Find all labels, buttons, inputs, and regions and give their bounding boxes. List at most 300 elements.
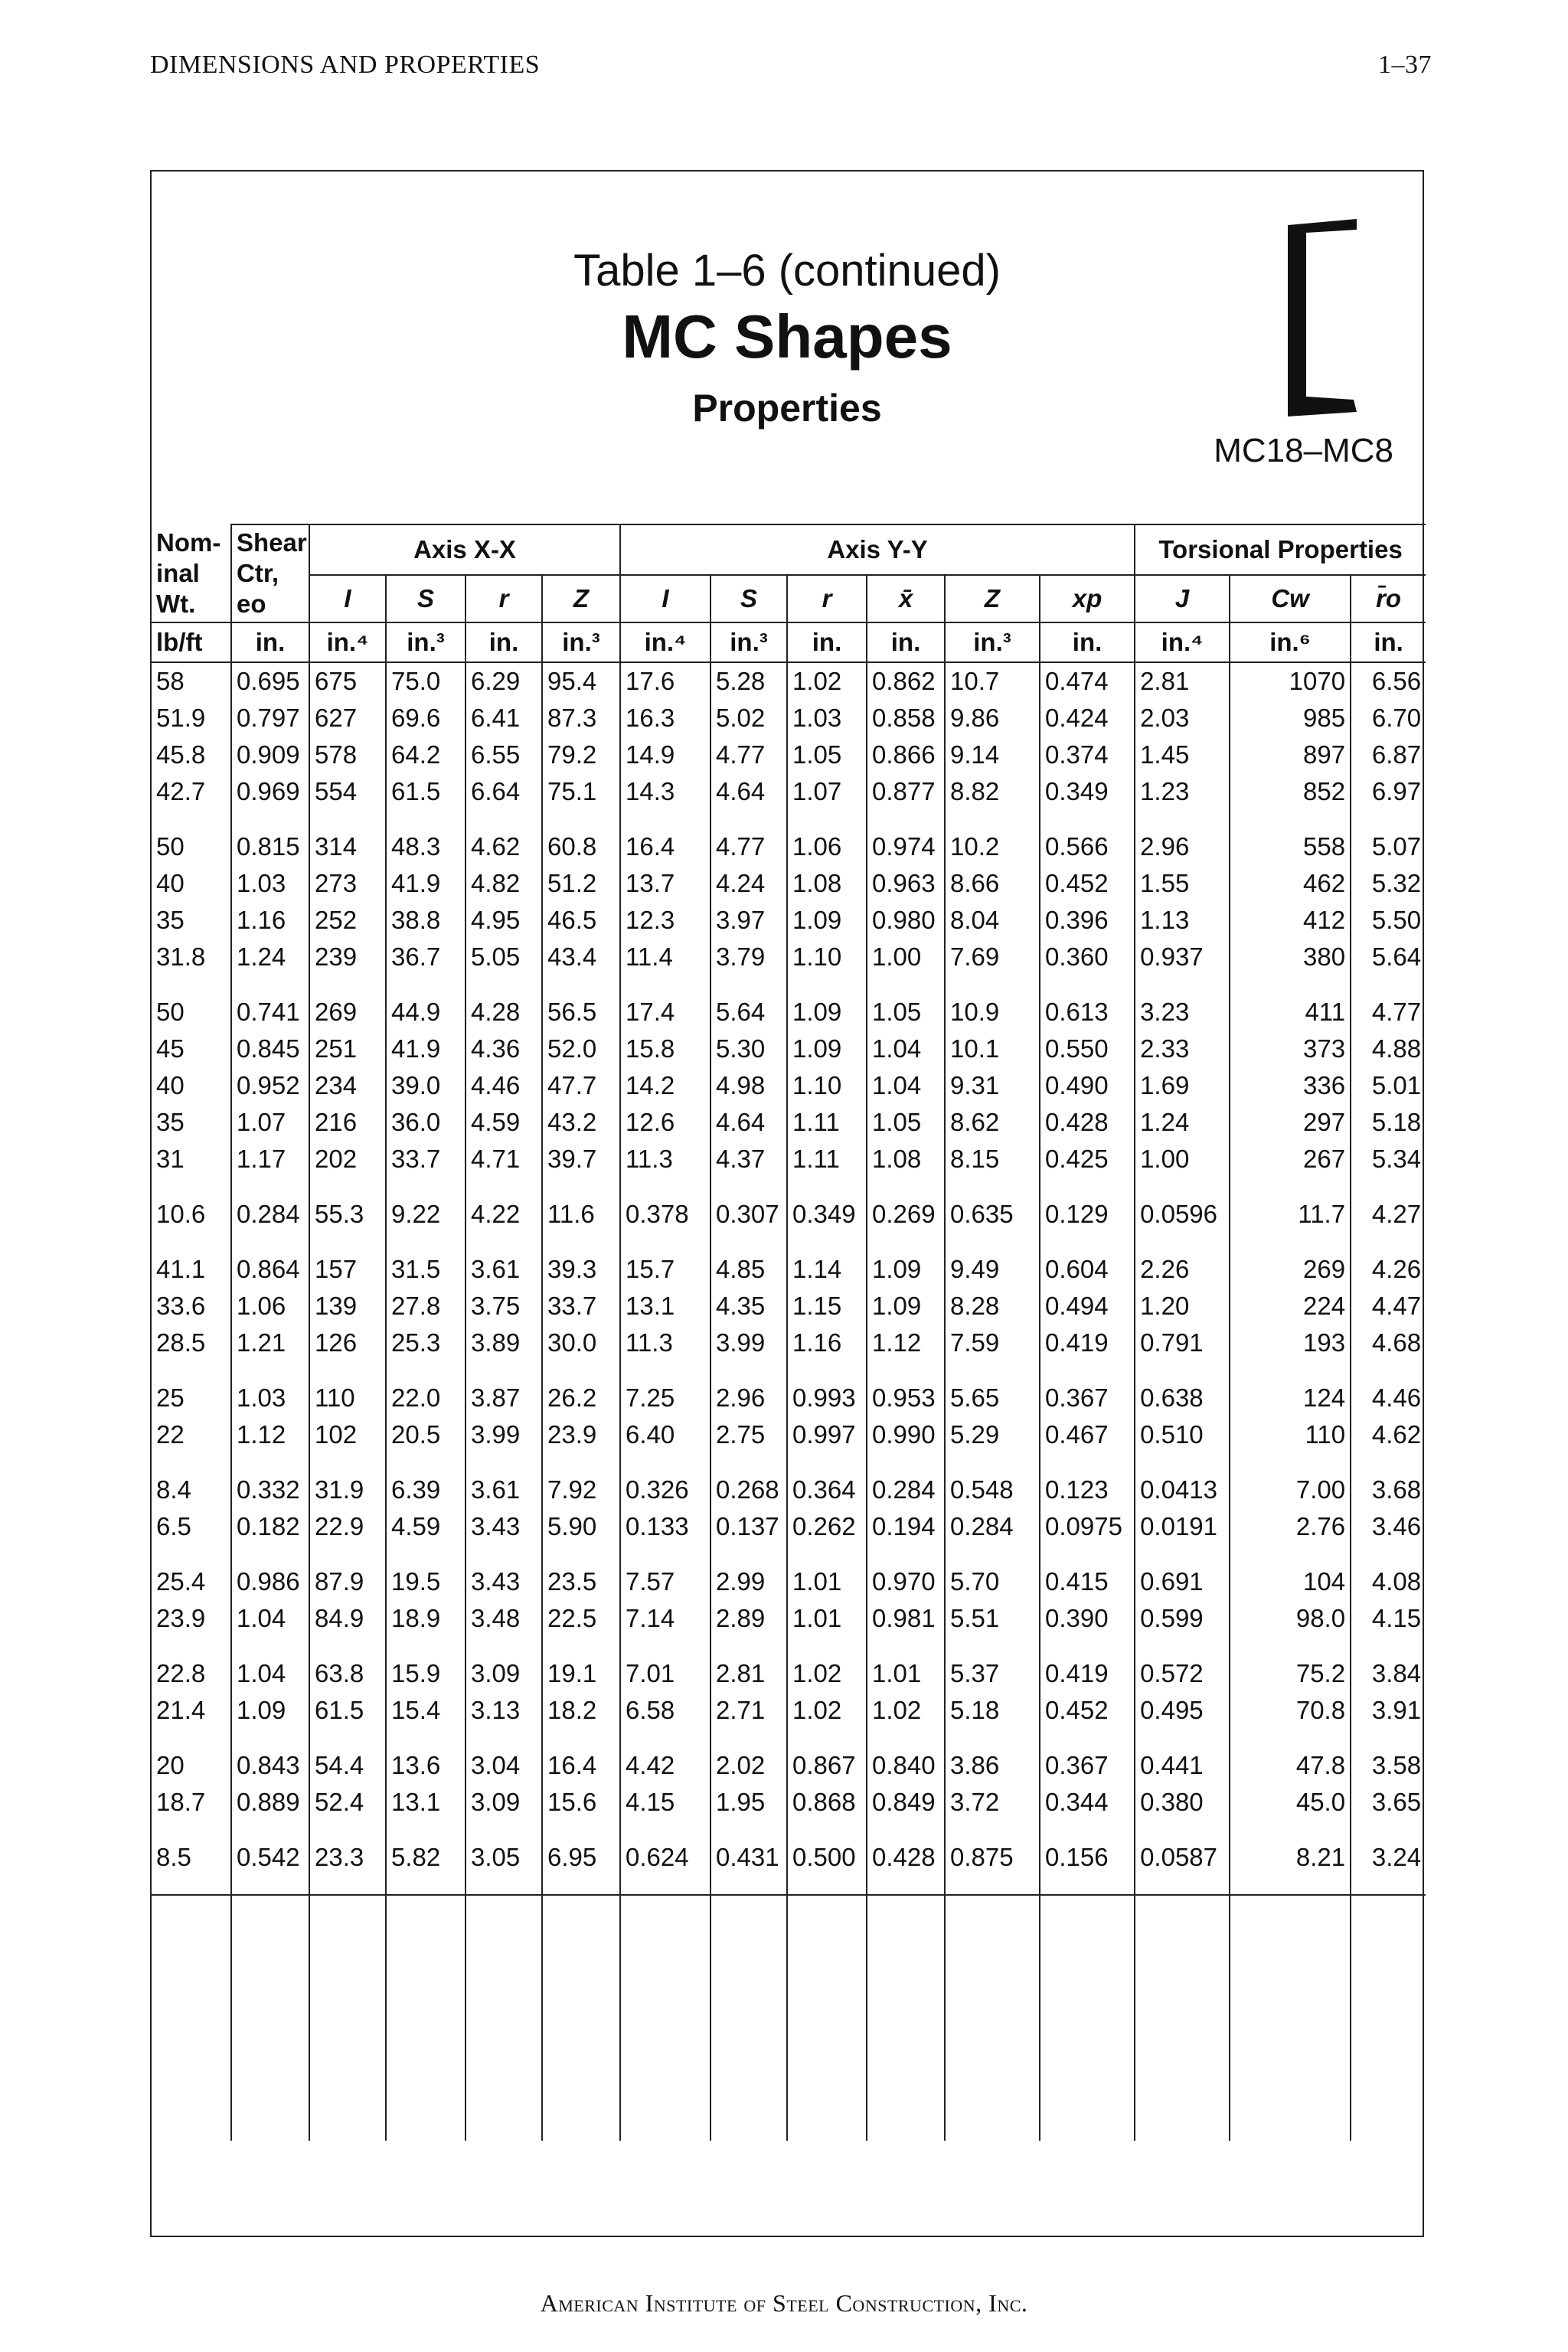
table-cell: 0.367 <box>1040 1380 1135 1416</box>
spacer-cell <box>710 1545 787 1563</box>
table-cell: 20 <box>156 1751 185 1779</box>
spacer-cell <box>309 1361 386 1380</box>
table-cell: 1.10 <box>787 939 867 975</box>
table-cell: 4.77 <box>1351 994 1426 1031</box>
table-cell: 5.18 <box>1351 1104 1426 1141</box>
table-cell: 3.97 <box>710 902 787 939</box>
table-cell: 2.96 <box>710 1380 787 1416</box>
table-cell: 1.24 <box>231 939 309 975</box>
table-cell: 0.495 <box>1135 1692 1230 1729</box>
table-cell: 13.6 <box>386 1747 466 1784</box>
table-row <box>152 865 1426 902</box>
page-number: 1–37 <box>1378 51 1432 79</box>
table-row <box>152 662 1426 700</box>
spacer-cell <box>867 975 945 994</box>
table-cell: 2.89 <box>710 1600 787 1637</box>
table-cell: 7.57 <box>620 1563 710 1600</box>
table-cell: 1.09 <box>787 1031 867 1067</box>
table-cell: 8.15 <box>945 1141 1040 1178</box>
table-row <box>152 737 1426 773</box>
spacer-cell <box>620 1361 710 1380</box>
table-cell: 0.349 <box>1040 773 1135 810</box>
spacer-cell <box>386 1637 466 1655</box>
table-cell: 39.0 <box>386 1067 466 1104</box>
header-row-units <box>152 622 1426 662</box>
table-row <box>152 902 1426 939</box>
table-cell: 0.380 <box>1135 1784 1230 1821</box>
blank-area-row <box>152 1895 1426 2141</box>
spacer-cell <box>466 1545 542 1563</box>
table-cell: 95.4 <box>542 662 620 700</box>
table-cell: 4.59 <box>386 1508 466 1545</box>
spacer-cell <box>945 1361 1040 1380</box>
table-cell: 75.2 <box>1230 1655 1351 1692</box>
blank-cell <box>231 1895 309 2141</box>
table-cell: 6.29 <box>466 662 542 700</box>
table-cell: 0.953 <box>867 1380 945 1416</box>
spacer-cell <box>1135 1233 1230 1251</box>
header-unit: in.³ <box>710 622 787 662</box>
table-cell: 30.0 <box>542 1325 620 1361</box>
table-cell: 2.02 <box>710 1747 787 1784</box>
spacer-cell <box>945 1821 1040 1839</box>
table-cell: 9.31 <box>945 1067 1040 1104</box>
spacer-cell <box>710 810 787 828</box>
table-cell: 11.4 <box>620 939 710 975</box>
spacer-cell <box>231 1545 309 1563</box>
table-cell: 36.7 <box>386 939 466 975</box>
table-cell: 4.71 <box>466 1141 542 1178</box>
spacer-cell <box>309 1453 386 1472</box>
spacer-cell <box>1040 1876 1135 1895</box>
table-cell: 1.04 <box>231 1600 309 1637</box>
table-cell: 675 <box>309 662 386 700</box>
table-cell: 3.68 <box>1351 1472 1426 1508</box>
table-cell: 1.13 <box>1135 902 1230 939</box>
table-cell: 4.24 <box>710 865 787 902</box>
spacer-cell <box>309 1545 386 1563</box>
table-cell: 0.542 <box>231 1839 309 1876</box>
spacer-cell <box>152 975 231 994</box>
table-cell: 1.06 <box>787 828 867 865</box>
running-header-left: DIMENSIONS AND PROPERTIES <box>150 51 541 79</box>
table-cell: 5.82 <box>386 1839 466 1876</box>
header-col: r <box>466 575 542 622</box>
table-cell: 0.889 <box>231 1784 309 1821</box>
table-cell: 1.05 <box>867 1104 945 1141</box>
table-cell: 0.431 <box>710 1839 787 1876</box>
spacer-cell <box>710 975 787 994</box>
table-row <box>152 1067 1426 1104</box>
table-cell: 60.8 <box>542 828 620 865</box>
table-cell: 0.980 <box>867 902 945 939</box>
table-cell: 2.81 <box>1135 662 1230 700</box>
spacer-cell <box>620 1178 710 1196</box>
table-cell: 0.866 <box>867 737 945 773</box>
table-cell: 1.03 <box>231 1380 309 1416</box>
table-cell: 31 <box>156 1145 185 1173</box>
table-cell: 75.1 <box>542 773 620 810</box>
table-cell: 1.04 <box>867 1031 945 1067</box>
header-unit: in. <box>1351 622 1426 662</box>
header-col: J <box>1135 575 1230 622</box>
spacer-cell <box>1351 1821 1426 1839</box>
header-col: Z <box>542 575 620 622</box>
spacer-cell <box>1351 1233 1426 1251</box>
spacer-cell <box>386 1729 466 1747</box>
spacer-cell <box>787 1876 867 1895</box>
spacer-cell <box>466 1178 542 1196</box>
table-cell: 6.55 <box>466 737 542 773</box>
table-cell: 36.0 <box>386 1104 466 1141</box>
table-cell: 33.7 <box>542 1288 620 1325</box>
table-cell: 3.91 <box>1351 1692 1426 1729</box>
table-cell: 70.8 <box>1230 1692 1351 1729</box>
table-cell: 9.49 <box>945 1251 1040 1288</box>
table-cell: 0.937 <box>1135 939 1230 975</box>
table-cell: 2.03 <box>1135 700 1230 737</box>
table-cell: 202 <box>309 1141 386 1178</box>
table-cell: 5.50 <box>1351 902 1426 939</box>
table-cell: 3.99 <box>710 1325 787 1361</box>
blank-cell <box>386 1895 466 2141</box>
spacer-cell <box>542 1178 620 1196</box>
spacer-cell <box>1135 1545 1230 1563</box>
spacer-cell <box>787 1178 867 1196</box>
table-cell: 7.25 <box>620 1380 710 1416</box>
table-cell: 1.14 <box>787 1251 867 1288</box>
header-axis-xx: Axis X-X <box>309 524 620 575</box>
table-cell: 0.490 <box>1040 1067 1135 1104</box>
header-col: S <box>710 575 787 622</box>
table-cell: 12.6 <box>620 1104 710 1141</box>
table-cell: 1.08 <box>867 1141 945 1178</box>
spacer-cell <box>1040 1233 1135 1251</box>
publisher-footer <box>0 2289 1568 2318</box>
table-row <box>152 1692 1426 1729</box>
spacer-cell <box>542 1361 620 1380</box>
spacer-cell <box>1351 1876 1426 1895</box>
table-cell: 10.2 <box>945 828 1040 865</box>
table-cell: 0.510 <box>1135 1416 1230 1453</box>
table-cell: 297 <box>1230 1104 1351 1141</box>
table-cell: 1.55 <box>1135 865 1230 902</box>
table-cell: 1.06 <box>231 1288 309 1325</box>
table-cell: 18.9 <box>386 1600 466 1637</box>
table-cell: 4.42 <box>620 1747 710 1784</box>
spacer-cell <box>1135 1361 1230 1380</box>
table-cell: 1.09 <box>787 994 867 1031</box>
table-cell: 64.2 <box>386 737 466 773</box>
table-cell: 0.129 <box>1040 1196 1135 1233</box>
table-cell: 50 <box>156 832 185 861</box>
blank-cell <box>945 1895 1040 2141</box>
table-cell: 10.1 <box>945 1031 1040 1067</box>
table-cell: 0.182 <box>231 1508 309 1545</box>
table-cell: 0.963 <box>867 865 945 902</box>
table-cell: 462 <box>1230 865 1351 902</box>
table-cell: 3.86 <box>945 1747 1040 1784</box>
spacer-cell <box>231 1361 309 1380</box>
spacer-cell <box>787 810 867 828</box>
table-cell: 51.2 <box>542 865 620 902</box>
spacer-cell <box>542 1821 620 1839</box>
spacer-cell <box>945 1876 1040 1895</box>
spacer-cell <box>231 1821 309 1839</box>
table-cell: 3.99 <box>466 1416 542 1453</box>
table-row <box>152 773 1426 810</box>
table-cell: 0.909 <box>231 737 309 773</box>
spacer-cell <box>152 810 231 828</box>
table-cell: 0.849 <box>867 1784 945 1821</box>
spacer-cell <box>1135 1876 1230 1895</box>
table-cell: 1.21 <box>231 1325 309 1361</box>
table-cell: 2.96 <box>1135 828 1230 865</box>
spacer-cell <box>231 1233 309 1251</box>
table-cell: 0.970 <box>867 1563 945 1600</box>
header-unit: in.⁶ <box>1230 622 1351 662</box>
spacer-cell <box>386 1453 466 1472</box>
spacer-cell <box>787 1361 867 1380</box>
table-cell: 6.58 <box>620 1692 710 1729</box>
table-cell: 0.868 <box>787 1784 867 1821</box>
table-cell: 84.9 <box>309 1600 386 1637</box>
table-row <box>152 1416 1426 1453</box>
header-axis-yy: Axis Y-Y <box>620 524 1135 575</box>
table-cell: 7.59 <box>945 1325 1040 1361</box>
table-cell: 0.974 <box>867 828 945 865</box>
spacer-cell <box>945 810 1040 828</box>
table-cell: 46.5 <box>542 902 620 939</box>
spacer-cell <box>309 1729 386 1747</box>
spacer-cell <box>1230 1453 1351 1472</box>
table-cell: 40 <box>156 869 185 897</box>
table-row <box>152 1600 1426 1637</box>
table-cell: 3.84 <box>1351 1655 1426 1692</box>
spacer-cell <box>309 810 386 828</box>
spacer-cell <box>1135 1637 1230 1655</box>
table-cell: 0.604 <box>1040 1251 1135 1288</box>
spacer-cell <box>710 1453 787 1472</box>
table-row <box>152 700 1426 737</box>
table-cell: 1070 <box>1230 662 1351 700</box>
spacer-cell <box>542 1545 620 1563</box>
table-cell: 0.815 <box>231 828 309 865</box>
table-cell: 0.993 <box>787 1380 867 1416</box>
header-unit: in. <box>466 622 542 662</box>
spacer-cell <box>231 1178 309 1196</box>
table-cell: 5.02 <box>710 700 787 737</box>
table-cell: 1.11 <box>787 1104 867 1141</box>
table-cell: 9.22 <box>386 1196 466 1233</box>
table-cell: 314 <box>309 828 386 865</box>
group-spacer <box>152 1453 1426 1472</box>
blank-cell <box>152 1895 231 2141</box>
spacer-cell <box>620 1545 710 1563</box>
table-cell: 41.9 <box>386 865 466 902</box>
spacer-cell <box>787 1233 867 1251</box>
table-cell: 11.3 <box>620 1141 710 1178</box>
table-cell: 7.01 <box>620 1655 710 1692</box>
table-cell: 35 <box>156 906 185 934</box>
table-cell: 0.419 <box>1040 1325 1135 1361</box>
table-cell: 69.6 <box>386 700 466 737</box>
table-cell: 11.7 <box>1230 1196 1351 1233</box>
spacer-cell <box>152 1233 231 1251</box>
spacer-cell <box>787 975 867 994</box>
table-cell: 1.45 <box>1135 737 1230 773</box>
table-cell: 4.62 <box>466 828 542 865</box>
spacer-cell <box>710 1178 787 1196</box>
table-cell: 28.5 <box>156 1328 206 1357</box>
table-cell: 15.6 <box>542 1784 620 1821</box>
table-row <box>152 828 1426 865</box>
table-cell: 38.8 <box>386 902 466 939</box>
table-cell: 45.0 <box>1230 1784 1351 1821</box>
table-cell: 1.16 <box>787 1325 867 1361</box>
table-cell: 1.07 <box>231 1104 309 1141</box>
table-cell: 75.0 <box>386 662 466 700</box>
spacer-cell <box>867 1637 945 1655</box>
table-cell: 3.89 <box>466 1325 542 1361</box>
group-spacer <box>152 1821 1426 1839</box>
table-cell: 6.5 <box>156 1512 191 1540</box>
spacer-cell <box>867 1361 945 1380</box>
spacer-cell <box>542 1453 620 1472</box>
table-row <box>152 1031 1426 1067</box>
spacer-cell <box>386 1876 466 1895</box>
table-title: MC Shapes <box>622 302 952 371</box>
spacer-cell <box>1351 1453 1426 1472</box>
table-cell: 4.47 <box>1351 1288 1426 1325</box>
table-cell: 0.156 <box>1040 1839 1135 1876</box>
table-cell: 12.3 <box>620 902 710 939</box>
shape-range: MC18–MC8 <box>1214 432 1393 469</box>
spacer-cell <box>1040 1637 1135 1655</box>
table-cell: 4.46 <box>466 1067 542 1104</box>
header-unit: in. <box>1040 622 1135 662</box>
table-row <box>152 1288 1426 1325</box>
table-cell: 373 <box>1230 1031 1351 1067</box>
spacer-cell <box>787 1821 867 1839</box>
table-cell: 1.95 <box>710 1784 787 1821</box>
spacer-cell <box>867 1233 945 1251</box>
table-cell: 0.428 <box>867 1839 945 1876</box>
table-cell: 19.5 <box>386 1563 466 1600</box>
group-spacer <box>152 1361 1426 1380</box>
table-cell: 0.990 <box>867 1416 945 1453</box>
table-cell: 4.98 <box>710 1067 787 1104</box>
table-cell: 0.269 <box>867 1196 945 1233</box>
table-cell: 1.11 <box>787 1141 867 1178</box>
table-cell: 3.43 <box>466 1563 542 1600</box>
spacer-cell <box>1040 975 1135 994</box>
table-cell: 0.344 <box>1040 1784 1135 1821</box>
table-cell: 3.43 <box>466 1508 542 1545</box>
table-cell: 47.7 <box>542 1067 620 1104</box>
table-cell: 79.2 <box>542 737 620 773</box>
table-cell: 0.133 <box>620 1508 710 1545</box>
table-cell: 0.441 <box>1135 1747 1230 1784</box>
spacer-cell <box>466 1453 542 1472</box>
header-unit: in. <box>231 622 309 662</box>
blank-cell <box>1351 1895 1426 2141</box>
table-cell: 0.572 <box>1135 1655 1230 1692</box>
table-cell: 4.15 <box>620 1784 710 1821</box>
table-cell: 5.29 <box>945 1416 1040 1453</box>
table-cell: 5.07 <box>1351 828 1426 865</box>
table-cell: 0.474 <box>1040 662 1135 700</box>
spacer-cell <box>386 1233 466 1251</box>
table-cell: 0.428 <box>1040 1104 1135 1141</box>
blank-cell <box>620 1895 710 2141</box>
channel-shape-icon <box>1277 219 1361 418</box>
table-cell: 0.858 <box>867 700 945 737</box>
blank-cell <box>1230 1895 1351 2141</box>
table-cell: 3.48 <box>466 1600 542 1637</box>
table-cell: 1.03 <box>231 865 309 902</box>
table-cell: 1.23 <box>1135 773 1230 810</box>
table-cell: 3.09 <box>466 1655 542 1692</box>
table-cell: 0.862 <box>867 662 945 700</box>
table-cell: 2.71 <box>710 1692 787 1729</box>
spacer-cell <box>466 1637 542 1655</box>
group-spacer <box>152 1545 1426 1563</box>
table-cell: 54.4 <box>309 1747 386 1784</box>
table-cell: 22 <box>156 1420 185 1449</box>
table-cell: 110 <box>1230 1416 1351 1453</box>
table-cell: 1.00 <box>1135 1141 1230 1178</box>
table-cell: 1.02 <box>787 662 867 700</box>
blank-cell <box>309 1895 386 2141</box>
table-cell: 234 <box>309 1067 386 1104</box>
table-cell: 4.85 <box>710 1251 787 1288</box>
table-cell: 0.268 <box>710 1472 787 1508</box>
table-body <box>152 662 1426 2141</box>
table-cell: 0.548 <box>945 1472 1040 1508</box>
table-cell: 8.28 <box>945 1288 1040 1325</box>
spacer-cell <box>945 1178 1040 1196</box>
table-cell: 1.05 <box>787 737 867 773</box>
table-cell: 6.64 <box>466 773 542 810</box>
spacer-cell <box>1135 1821 1230 1839</box>
spacer-cell <box>867 1178 945 1196</box>
table-cell: 126 <box>309 1325 386 1361</box>
spacer-cell <box>620 975 710 994</box>
table-frame <box>150 170 1424 2237</box>
spacer-cell <box>1040 1178 1135 1196</box>
table-cell: 0.845 <box>231 1031 309 1067</box>
table-row <box>152 994 1426 1031</box>
spacer-cell <box>152 1821 231 1839</box>
table-cell: 0.307 <box>710 1196 787 1233</box>
table-cell: 55.3 <box>309 1196 386 1233</box>
table-cell: 8.62 <box>945 1104 1040 1141</box>
spacer-cell <box>542 1876 620 1895</box>
table-row <box>152 1380 1426 1416</box>
spacer-cell <box>1351 975 1426 994</box>
spacer-cell <box>867 1453 945 1472</box>
spacer-cell <box>710 1821 787 1839</box>
spacer-cell <box>542 1233 620 1251</box>
table-cell: 41.1 <box>156 1255 206 1283</box>
table-cell: 0.986 <box>231 1563 309 1600</box>
spacer-cell <box>542 1637 620 1655</box>
table-cell: 4.15 <box>1351 1600 1426 1637</box>
table-cell: 4.28 <box>466 994 542 1031</box>
spacer-cell <box>152 1545 231 1563</box>
spacer-cell <box>867 810 945 828</box>
